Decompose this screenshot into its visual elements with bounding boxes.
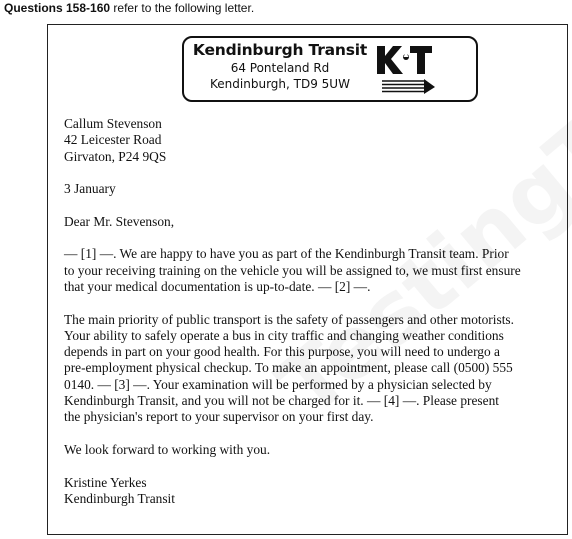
recipient-city: Girvaton, P24 9QS [64,148,167,164]
paragraph-line: Kendinburgh Transit, and you will not be charged for it. — [4] —. Please present [64,393,500,409]
signature-name: Kristine Yerkes [64,474,147,490]
question-range: Questions 158-160 [4,1,111,15]
closing-line: We look forward to working with you. [64,441,271,457]
salutation: Dear Mr. Stevenson, [64,213,175,229]
kt-logo-icon [374,43,434,77]
company-address-city: Kendinburgh, TD9 5UW [210,77,350,91]
paragraph-line: Your ability to safely operate a bus in city traffic and changing weather conditions [64,327,504,343]
signature-company: Kendinburgh Transit [64,490,175,506]
paragraph-line: 0140. — [3] —. Your examination will be performed by a physician selected by [64,376,492,392]
paragraph-1 [64,246,557,295]
paragraph-line: depends in part on your good health. For this purpose, you will need to undergo a [64,344,500,360]
paragraph-line: to your receiving training on the vehicle you will be assigned to, we must first ensure [64,262,521,278]
paragraph-line: The main priority of public transport is the safety of passengers and other motorists. [64,311,514,327]
letter-frame [47,24,568,535]
paragraph-line: that your medical documentation is up-to-date. — [2] —. [64,278,371,294]
company-address-street: 64 Ponteland Rd [230,61,330,75]
recipient-street: 42 Leicester Road [64,132,162,148]
paragraph-2 [64,312,557,426]
company-letterhead [182,36,478,102]
paragraph-line: — [1] —. We are happy to have you as part of the Kendinburgh Transit team. Prior [64,246,509,262]
paragraph-line: the physician's report to your supervisor on your first day. [64,409,374,425]
company-name: Kendinburgh Transit [192,41,368,59]
letter-body [64,116,557,507]
letterhead-text [192,41,368,93]
question-header [4,0,254,16]
paragraph-line: pre-employment physical checkup. To make an appointment, please call (0500) 555 [64,360,513,376]
speed-lines-icon [380,79,436,95]
recipient-name: Callum Stevenson [64,116,162,131]
question-instruction: refer to the following letter. [113,1,255,15]
letter-date: 3 January [64,181,116,197]
